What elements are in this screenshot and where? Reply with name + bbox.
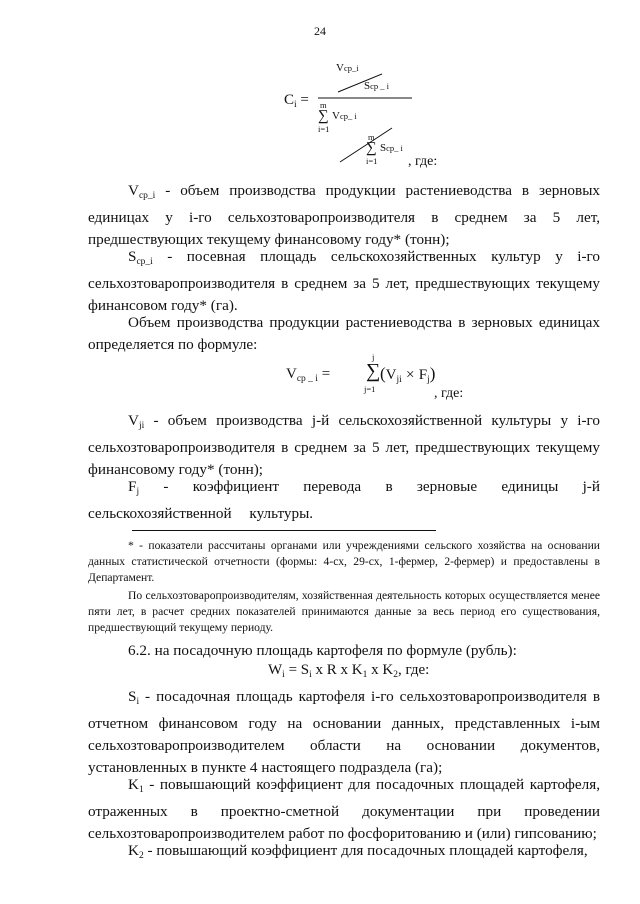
item-6-2: 6.2. на посадочную площадь картофеля по формуле (рубль):	[128, 642, 517, 659]
formula-ci-sum2-top: m	[368, 132, 375, 142]
page-number: 24	[314, 24, 326, 38]
formula-vcp-sum-bot: j=1	[364, 384, 376, 394]
definition-k2: $K_2$ - повышающий коэффициент для посадочных площадей картофеля,	[128, 842, 588, 861]
definition-v-ji: $V_{ji}$ - объем производства j-й сельскохозяйственной культуры у i-го сельхозтоваропроизводителя в среднем за 5 лет, предшествующих текущему финансовому году* (тонн);	[88, 412, 600, 478]
formula-vcp-lhs: $V_{cp \_ i}$ =	[286, 366, 331, 384]
formula-ci-sum-top: m	[320, 100, 327, 110]
footnote-separator	[132, 530, 436, 531]
formula-vcp-body: $(V_{ji} \times F_j)$	[380, 364, 436, 385]
definition-s-cp: $S_{cp\_i}$ - посевная площадь сельскохозяйственных культур у i-го сельхозтоваропроизводителя в среднем за 5 лет, предшествующих текущему финансовом году* (га).	[88, 248, 600, 314]
definition-f-j: $F_j$ - коэффициент перевода в зерновые единицы j-й сельскохозяйственной культуры.	[88, 478, 600, 522]
footnote-asterisk: * - показатели рассчитаны органами или учреждениями сельского хозяйства на основании данных статистической отчетности (формы: 4-сх, 29-сх, 1-фермер, 2-фермер) и предоставлены в Департамент.	[88, 539, 600, 584]
formula-ci-tail: , где:	[408, 154, 438, 169]
formula-ci-num-s: Scp _ i	[364, 80, 390, 92]
definition-s-i: $S_i$ - посадочная площадь картофеля i-го сельхозтоваропроизводителя в отчетном финансовом году на основании данных, представленных i-ым сельхозтоваропроизводителем области на основании документов, установленных в пункте 4 настоящего подраздела (га);	[88, 688, 600, 776]
formula-wi: $W_i = S_i$ x R x $K_1$ x $K_2$, где:	[268, 662, 430, 680]
definition-k1: $K_1$ - повышающий коэффициент для посадочных площадей картофеля, отраженных в проектно-сметной документации при проведении сельхозтоваропроизводителем работ по фосфоритованию и (или) гипсованию;	[88, 776, 600, 842]
formula-ci-den-s: Scp_ i	[380, 142, 403, 154]
formula-ci-sum2-sym: ∑	[366, 140, 377, 156]
formula-ci-sum-sym: ∑	[318, 108, 329, 124]
formula-ci-sum-bot: i=1	[318, 124, 330, 134]
formula-ci-lhs: $C_i$ =	[284, 92, 309, 110]
footnote-period: По сельхозтоваропроизводителям, хозяйственная деятельность которых осуществляется менее пяти лет, в расчет средних показателей принимаются данные за весь период его существования, предшествующий текущему периоду.	[88, 589, 600, 634]
formula-vcp-sum-top: j	[372, 352, 375, 362]
formula-vcp-sum-sym: ∑	[366, 360, 381, 382]
intro-vcp-paragraph: Объем производства продукции растениеводства в зерновых единицах определяется по формуле:	[88, 314, 600, 353]
formula-ci-sum2-bot: i=1	[366, 156, 378, 166]
formula-vcp-tail: , где:	[434, 386, 464, 401]
formula-ci-num-v: Vcp_i	[336, 62, 359, 74]
formula-ci-den-v: Vcp_ i	[332, 110, 357, 122]
definition-v-cp: $V_{cp\_i}$ - объем производства продукции растениеводства в зерновых единицах у i-го сельхозтоваропроизводителя в среднем за 5 лет, предшествующих текущему финансовому году* (тонн);	[88, 182, 600, 248]
